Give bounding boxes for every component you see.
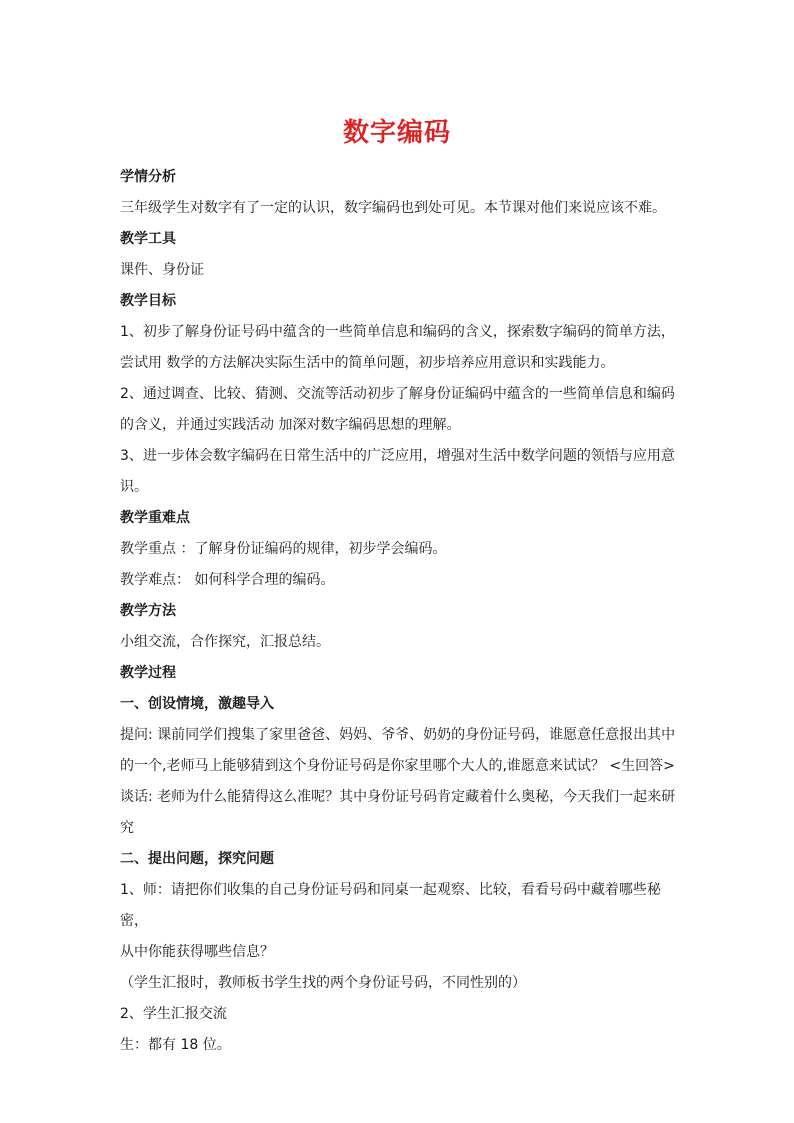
goal-3-line-1: 3、进一步体会数字编码在日常生活中的广泛应用，增强对生活中数学问题的领悟与应用意 [120,448,675,464]
step-2-line-1: 1、师：请把你们收集的自己身份证号码和同桌一起观察、比较，看看号码中藏着哪些秘密， [120,882,661,929]
goal-1-line-2: 尝试用 数学的方法解决实际生活中的简单问题，初步培养应用意识和实践能力。 [120,355,615,371]
goal-2-line-1: 2、通过调查、比较、猜测、交流等活动初步了解身份证编码中蕴含的一些简单信息和编码 [120,386,675,402]
step-2-line-2: 从中你能获得哪些信息？ [120,944,274,960]
analysis-heading: 学情分析 [120,169,176,185]
document-body [120,162,682,1061]
step-2-line-3: （学生汇报时，教师板书学生找的两个身份证号码，不同性别的） [120,975,526,991]
methods-heading: 教学方法 [120,603,176,619]
step-2-line-4: 2、学生汇报交流 [120,1006,227,1022]
key-point: 教学重点 ：了解身份证编码的规律，初步学会编码。 [120,541,447,557]
step-1-line-2: 的一个,老师马上能够猜到这个身份证号码是你家里哪个大人的,谁愿意来试试？ <生回答> [120,758,675,774]
step-1-line-4: 究 [120,820,134,836]
step-1-line-1: 提问: 课前同学们搜集了家里爸爸、妈妈、爷爷、奶奶的身份证号码，谁愿意任意报出其中 [120,727,676,743]
process-heading: 教学过程 [120,665,176,681]
tools-heading: 教学工具 [120,231,176,247]
tools-text: 课件、身份证 [120,262,204,278]
keypoints-heading: 教学重难点 [120,510,190,526]
goal-3-line-2: 识。 [120,479,148,495]
goal-1-line-1: 1、初步了解身份证号码中蕴含的一些简单信息和编码的含义，探索数字编码的简单方法， [120,324,675,340]
difficult-point: 教学难点： 如何科学合理的编码。 [120,572,335,588]
analysis-text: 三年级学生对数字有了一定的认识，数字编码也到处可见。本节课对他们来说应该不难。 [120,200,666,216]
goal-2-line-2: 的含义，并通过实践活动 加深对数字编码思想的理解。 [120,417,461,433]
document-title: 数字编码 [342,118,451,148]
methods-text: 小组交流，合作探究，汇报总结。 [120,634,330,650]
step-2-heading: 二、提出问题，探究问题 [120,851,274,867]
step-1-heading: 一、创设情境，激趣导入 [120,696,274,712]
step-1-line-3: 谈话: 老师为什么能猜得这么准呢？其中身份证号码肯定藏着什么奥秘，今天我们一起来研 [120,789,676,805]
step-2-line-5: 生：都有 18 位。 [120,1037,231,1053]
goals-heading: 教学目标 [120,293,176,309]
